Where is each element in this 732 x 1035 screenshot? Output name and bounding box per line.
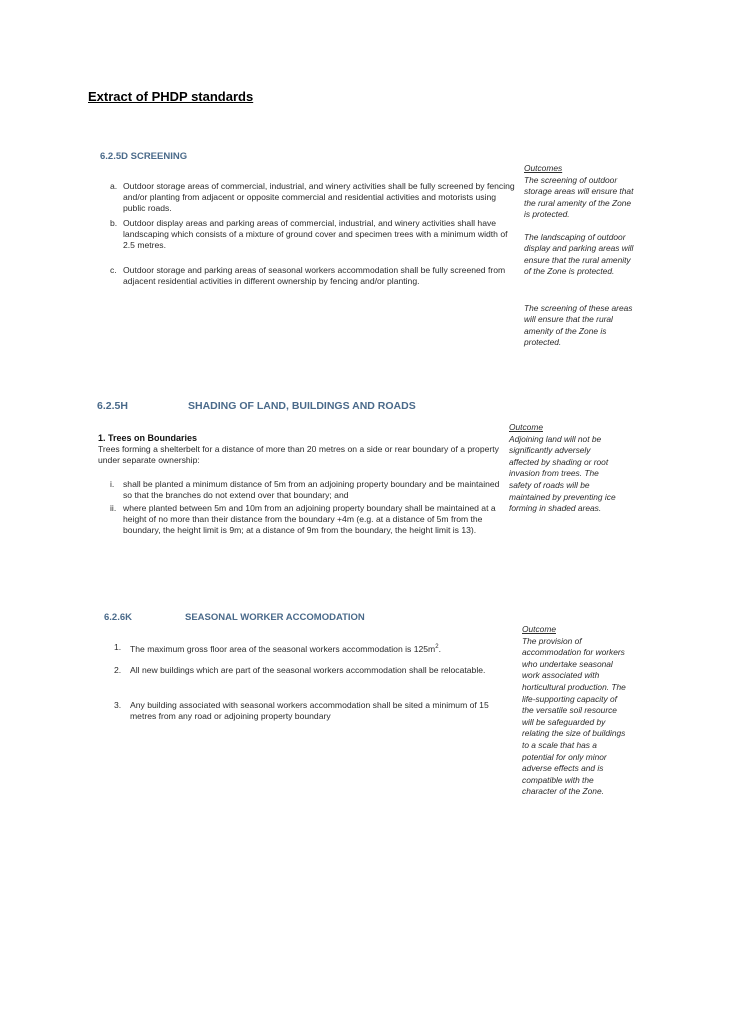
shading-body <box>98 433 508 536</box>
outcomes-heading: Outcomes <box>524 163 563 173</box>
outcome-2: The landscaping of outdoor display and parking areas will ensure that the rural amenity of the Zone is protected. <box>524 231 634 277</box>
seasonal-list <box>114 642 508 722</box>
page-title: Extract of PHDP standards <box>88 89 254 104</box>
seasonal-title: SEASONAL WORKER ACCOMODATION <box>185 612 365 623</box>
shading-item-i: i. shall be planted a minimum distance of 5m from an adjoining property boundary and be maintained so that the branches do not extend over that boundary; and <box>110 478 500 500</box>
seasonal-outcome-heading: Outcome <box>522 624 556 634</box>
screening-item-c: c. Outdoor storage and parking areas of seasonal workers accommodation shall be fully screened from adjacent residential activities in different ownership by fencing and/or planting. <box>110 265 506 287</box>
shading-outcome-text: Adjoining land will not be significantly adversely affected by shading or root invasion from trees. The safety of roads will be maintained by preventing ice forming in shaded areas. <box>509 433 616 514</box>
shading-number: 6.2.5H <box>97 400 128 412</box>
seasonal-number: 6.2.6K <box>104 612 132 623</box>
screening-item-b: b. Outdoor display areas and parking areas of commercial, industrial, and winery activities shall have landscaping which consists of a mixture of ground cover and specimen trees with a minimum width of 2.5 metres. <box>110 218 508 251</box>
shading-outcome <box>509 422 619 515</box>
trees-on-boundaries-heading: 1. Trees on Boundaries <box>98 433 198 443</box>
outcome-1: The screening of outdoor storage areas will ensure that the rural amenity of the Zone is protected. <box>524 174 634 220</box>
shading-outcome-heading: Outcome <box>509 422 543 432</box>
shading-title: SHADING OF LAND, BUILDINGS AND ROADS <box>188 400 416 412</box>
outcome-3: The screening of these areas will ensure that the rural amenity of the Zone is protected. <box>524 302 633 348</box>
seasonal-outcome <box>522 624 630 798</box>
shading-intro: Trees forming a shelterbelt for a distance of more than 20 metres on a side or rear boundary of a property under separate ownership: <box>98 444 499 466</box>
seasonal-outcome-text: The provision of accommodation for workers who undertake seasonal work associated with horticultural production. The life-supporting capacity of the versatile soil resource will be safeguarded by relating the size of buildings to a scale that has a potential for only minor adverse effects and is compatible with the character of the Zone. <box>522 635 626 797</box>
screening-list <box>110 181 520 287</box>
seasonal-item-1: 1. The maximum gross floor area of the seasonal workers accommodation is $125m^2$. <box>114 642 441 654</box>
screening-heading: 6.2.5D SCREENING <box>100 151 188 162</box>
screening-item-a: a. Outdoor storage areas of commercial, industrial, and winery activities shall be fully screened by fencing and/or planting from adjacent or opposite commercial and residential activities and motorists using public roads. <box>110 181 515 214</box>
shading-item-ii: ii. where planted between 5m and 10m from an adjoining property boundary shall be maintained at a height of no more than their distance from the boundary +4m (e.g. at a distance of 5m from the boundary, the height limit is 9m; at a distance of 9m from the boundary, the height limit is 13). <box>110 502 496 536</box>
seasonal-item-3: 3. Any building associated with seasonal workers accommodation shall be sited a minimum of 15 metres from any road or adjoining property boundary <box>114 700 489 722</box>
seasonal-item-2: 2. All new buildings which are part of the seasonal workers accommodation shall be relocatable. <box>114 665 486 675</box>
screening-outcomes <box>524 163 636 349</box>
